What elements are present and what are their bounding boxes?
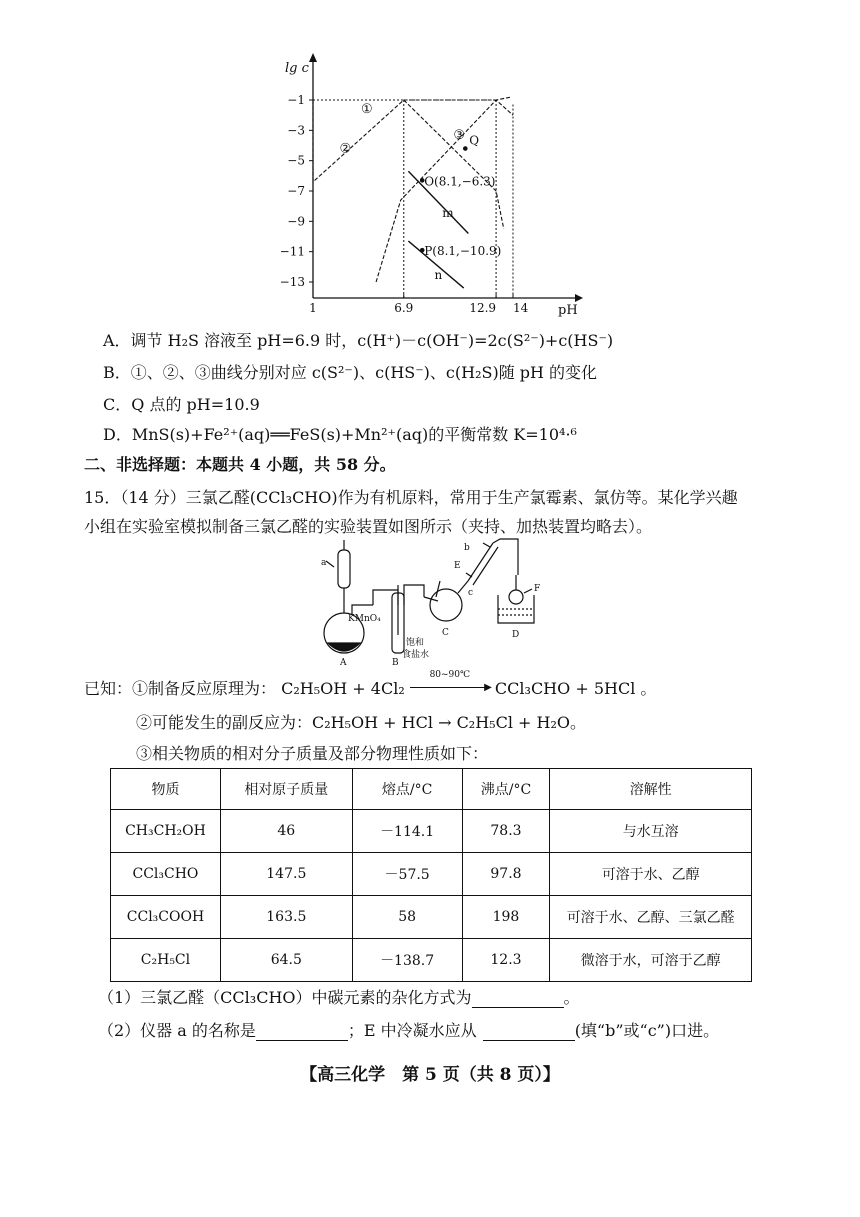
label-kmno4: KMnO₄ (348, 614, 381, 624)
header-solubility: 溶解性 (550, 769, 752, 810)
sub-question-1-end: 。 (563, 988, 580, 1007)
lgc-ph-chart (250, 50, 600, 320)
label-bottle-b: B (392, 658, 399, 668)
known-3: ③相关物质的相对分子质量及部分物理性质如下： (136, 744, 489, 763)
y-axis-arrow (309, 53, 317, 62)
table-header-row (111, 769, 752, 810)
answer-blank-3[interactable] (483, 1022, 575, 1041)
reaction-arrow: 80~90℃ ▶ (410, 676, 490, 688)
curve-label: ① (361, 102, 373, 118)
x-tick-label: 1 (309, 301, 317, 315)
apparatus-a (324, 540, 373, 653)
point-label-P: P(8.1,−10.9) (424, 244, 502, 259)
chart-marks (339, 102, 501, 288)
apparatus-e (466, 539, 518, 585)
table-cell: 与水互溶 (550, 810, 752, 853)
table-cell: －114.1 (352, 810, 462, 853)
table-cell: －138.7 (352, 939, 462, 982)
table-cell: 可溶于水、乙醇 (550, 853, 752, 896)
header-substance: 物质 (111, 769, 221, 810)
table-row (111, 939, 752, 982)
label-c: c (468, 588, 474, 598)
table-row (111, 810, 752, 853)
option-b: B．①、②、③曲线分别对应 c(S²⁻)、c(HS⁻)、c(H₂S)随 pH 的变化 (103, 363, 598, 382)
reaction-condition: 80~90℃ (429, 670, 471, 680)
known-2: ②可能发生的副反应为：C₂H₅OH + HCl → C₂H₅Cl + H₂O。 (136, 713, 587, 732)
option-a: A．调节 H₂S 溶液至 pH=6.9 时，c(H⁺)－c(OH⁻)=2c(S²⁻)+c(HS⁻) (103, 331, 614, 350)
label-beaker-d: D (512, 630, 520, 640)
sub-question-1 (98, 985, 580, 1008)
q15-intro-2: 小组在实验室模拟制备三氯乙醛的实验装置如图所示（夹持、加热装置均略去）。 (84, 517, 653, 536)
q15-intro-1: 15．（14 分）三氯乙醛(CCl₃CHO)作为有机原料，常用于生产氯霉素、氯仿等。某化学兴趣 (84, 488, 738, 507)
point-Q (463, 146, 468, 151)
y-tick-label: −1 (287, 93, 305, 107)
known-1-reactants: C₂H₅OH + 4Cl₂ (281, 679, 405, 698)
label-brine-1: 饱和 (406, 638, 425, 648)
table-cell: C₂H₅Cl (111, 939, 221, 982)
point-label-Q: Q (469, 133, 480, 148)
label-f: F (534, 584, 541, 594)
x-tick-label: 6.9 (394, 301, 414, 315)
label-n: n (434, 267, 443, 282)
apparatus-c (424, 581, 468, 621)
option-c: C．Q 点的 pH=10.9 (103, 395, 260, 414)
table-cell: 163.5 (220, 896, 352, 939)
table-cell: 198 (462, 896, 550, 939)
y-axis-label: lg c (285, 61, 309, 76)
known-1 (84, 670, 657, 699)
apparatus-d (498, 575, 534, 623)
header-boiling: 沸点/°C (462, 769, 550, 810)
y-tick-label: −3 (287, 123, 305, 138)
properties-table (110, 768, 752, 982)
y-tick-label: −11 (279, 244, 305, 259)
sub-question-2-mid: ；E 中冷凝水应从 (347, 1021, 477, 1040)
table-cell: 64.5 (220, 939, 352, 982)
curve-1 (404, 100, 504, 229)
label-flask-a: A (340, 658, 347, 668)
option-d: D．MnS(s)+Fe²⁺(aq)══FeS(s)+Mn²⁺(aq)的平衡常数 K=10⁴·⁶ (103, 425, 577, 444)
page-footer: 【高三化学 第 5 页（共 8 页）】 (300, 1065, 560, 1085)
label-e: E (454, 561, 461, 571)
curve-label: ② (339, 141, 352, 157)
label-m: m (442, 205, 454, 220)
table-cell: 97.8 (462, 853, 550, 896)
table-cell: 58 (352, 896, 462, 939)
y-tick-label: −13 (279, 275, 305, 289)
y-tick-label: −9 (287, 214, 305, 229)
known-1-prefix: 已知：①制备反应原理为： (84, 679, 277, 698)
table-cell: 46 (220, 810, 352, 853)
table-cell: 147.5 (220, 853, 352, 896)
table-cell: CCl₃COOH (111, 896, 221, 939)
x-axis-label: pH (558, 303, 578, 318)
section-title: 二、非选择题：本题共 4 小题，共 58 分。 (84, 455, 396, 474)
x-axis-arrow (575, 294, 583, 302)
table-row (111, 896, 752, 939)
table-cell: CH₃CH₂OH (111, 810, 221, 853)
table-cell: 微溶于水，可溶于乙醇 (550, 939, 752, 982)
label-b: b (464, 543, 470, 553)
table-cell: －57.5 (352, 853, 462, 896)
known-1-products: CCl₃CHO + 5HCl 。 (494, 679, 657, 698)
curve-label: ③ (453, 127, 465, 143)
sub-question-2-text: （2）仪器 a 的名称是 (98, 1021, 256, 1040)
label-a: a (321, 558, 327, 568)
apparatus-diagram (318, 535, 548, 670)
sub-question-1-text: （1）三氯乙醛（CCl₃CHO）中碳元素的杂化方式为 (98, 988, 472, 1007)
chart-guides (313, 100, 513, 298)
point-label-O: O(8.1,−6.3) (424, 174, 496, 189)
table-cell: 可溶于水、乙醇、三氯乙醛 (550, 896, 752, 939)
y-tick-label: −5 (287, 153, 305, 168)
x-tick-label: 12.9 (469, 301, 497, 315)
answer-blank-1[interactable] (472, 989, 564, 1008)
table-cell: CCl₃CHO (111, 853, 221, 896)
y-tick-label: −7 (287, 184, 305, 198)
sub-question-2 (98, 1018, 719, 1041)
table-cell: 12.3 (462, 939, 550, 982)
header-melting: 熔点/°C (352, 769, 462, 810)
label-flask-c: C (442, 628, 449, 638)
header-mass: 相对原子质量 (220, 769, 352, 810)
x-tick-label: 14 (513, 301, 529, 315)
label-brine-2: 食盐水 (402, 650, 430, 660)
answer-blank-2[interactable] (256, 1022, 348, 1041)
table-row (111, 853, 752, 896)
sub-question-2-end: (填“b”或“c”)口进。 (574, 1021, 720, 1040)
table-cell: 78.3 (462, 810, 550, 853)
